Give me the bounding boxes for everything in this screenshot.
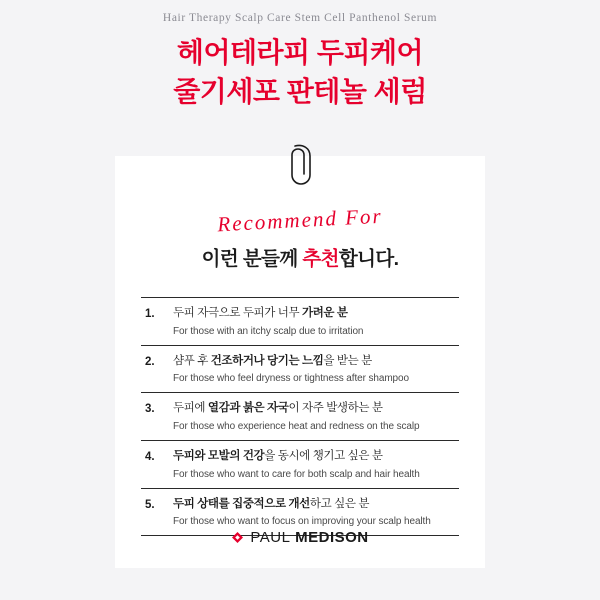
- kr-bold: 두피와 모발의 건강: [173, 450, 265, 463]
- list-item: [141, 298, 459, 346]
- recommend-list: [141, 297, 459, 536]
- kr-prefix: 두피 자극으로 두피가 너무: [173, 307, 302, 319]
- kr-suffix: 이 자주 발생하는 분: [288, 402, 383, 415]
- list-item-texts: [173, 448, 457, 481]
- kr-suffix: 을 동시에 챙기고 싶은 분: [264, 450, 383, 463]
- list-item-kr: [173, 448, 457, 465]
- list-item: [141, 346, 459, 394]
- kr-bold: 열감과 붉은 자국: [207, 402, 289, 415]
- script-heading: Recommend For: [216, 203, 384, 237]
- page-title: [0, 34, 600, 111]
- list-item-number: 1.: [145, 308, 155, 320]
- paperclip-icon: [283, 142, 317, 186]
- list-item-texts: [173, 496, 457, 529]
- list-item-number: 5.: [145, 498, 155, 511]
- list-item-kr: [173, 353, 457, 370]
- list-item-en: For those with an itchy scalp due to irritation: [173, 325, 364, 337]
- list-item-number: 2.: [145, 355, 155, 368]
- list-item-kr: [173, 400, 457, 417]
- list-item-texts: [173, 353, 457, 386]
- list-item-number: 4.: [145, 451, 155, 464]
- kr-bold: 두피 상태를 집중적으로 개선: [173, 497, 310, 510]
- paul-medison-mark-icon: [231, 531, 244, 544]
- list-item-en: For those who feel dryness or tightness after shampoo: [173, 373, 409, 385]
- list-item: [141, 441, 459, 489]
- eyebrow-text: Hair Therapy Scalp Care Stem Cell Panthenol Serum: [162, 12, 438, 24]
- list-item: [141, 393, 459, 441]
- brand-logo: [115, 529, 485, 546]
- list-item-en: For those who want to focus on improving your scalp health: [173, 516, 431, 528]
- list-item-kr: [173, 305, 457, 322]
- brand-name: [250, 529, 368, 546]
- brand-name-bold: MEDISON: [295, 529, 369, 546]
- page-title-line-2: 줄기세포 판테놀 세럼: [173, 75, 427, 107]
- kr-prefix: 두피에: [173, 402, 208, 415]
- subtitle-prefix: 이런 분들께: [201, 248, 303, 270]
- subtitle: [115, 243, 485, 271]
- list-item-en: For those who experience heat and redness on the scalp: [173, 421, 420, 433]
- kr-suffix: 하고 싶은 분: [309, 497, 370, 510]
- list-item-number: 3.: [145, 403, 155, 416]
- brand-name-light: PAUL: [250, 529, 291, 546]
- list-item-texts: [173, 400, 457, 433]
- kr-suffix: 을 받는 분: [323, 354, 372, 367]
- list-item-en: For those who want to care for both scalp and hair health: [173, 468, 420, 480]
- kr-bold: 건조하거나 당기는 느낌: [210, 354, 324, 367]
- list-item-texts: [173, 305, 457, 338]
- recommend-card: [115, 156, 485, 568]
- subtitle-suffix: 합니다.: [338, 248, 399, 270]
- kr-prefix: 샴푸 후: [173, 354, 211, 367]
- list-item-kr: [173, 496, 457, 513]
- subtitle-highlight: 추천: [302, 248, 339, 270]
- page-title-line-1: 헤어테라피 두피케어: [176, 37, 424, 68]
- kr-bold: 가려운 분: [301, 307, 348, 319]
